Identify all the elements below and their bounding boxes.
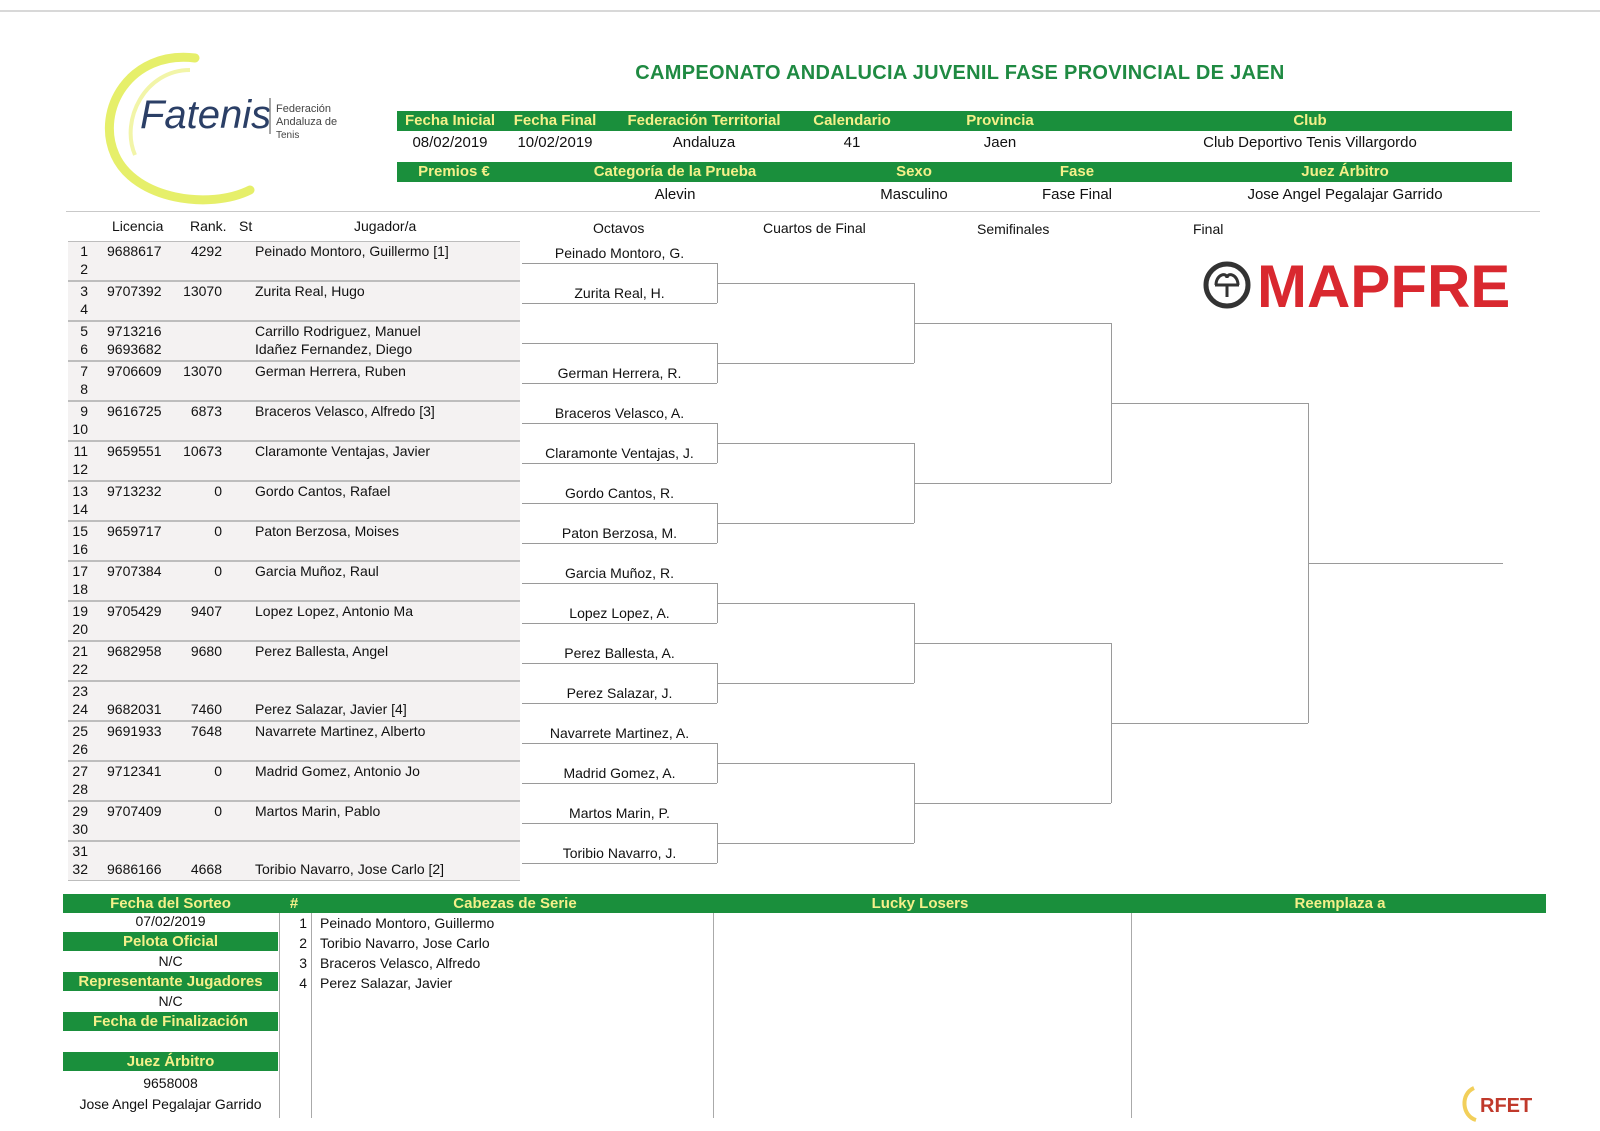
seed-number: 4 bbox=[299, 975, 307, 991]
col-st: St bbox=[239, 218, 253, 234]
value-federacion: Andaluza bbox=[672, 134, 736, 151]
octavos-winner: Navarrete Martinez, A. bbox=[549, 725, 690, 741]
r4-line bbox=[1111, 403, 1308, 404]
draw-number: 11 bbox=[73, 443, 88, 459]
r2-line bbox=[717, 363, 914, 364]
r3-line bbox=[914, 483, 1111, 484]
draw-number: 32 bbox=[72, 861, 88, 877]
draw-licencia: 9707384 bbox=[107, 563, 162, 579]
draw-player-name: Zurita Real, Hugo bbox=[255, 283, 365, 299]
draw-rank: 9680 bbox=[190, 643, 222, 659]
octavos-winner: Gordo Cantos, R. bbox=[565, 485, 674, 501]
label-premios: Premios € bbox=[418, 163, 490, 180]
header-divider bbox=[66, 211, 1540, 212]
rfet-wordmark: RFET bbox=[1480, 1095, 1533, 1117]
r1-line bbox=[522, 303, 717, 304]
fatenis-logo bbox=[100, 50, 360, 205]
r1-line bbox=[522, 703, 717, 704]
draw-number: 12 bbox=[72, 461, 88, 477]
r2-line bbox=[717, 763, 914, 764]
seed-number: 2 bbox=[299, 935, 307, 951]
value-pelota: N/C bbox=[158, 953, 183, 969]
draw-rank: 0 bbox=[214, 483, 222, 499]
draw-licencia: 9691933 bbox=[107, 723, 162, 739]
draw-number: 17 bbox=[72, 563, 88, 579]
draw-number: 19 bbox=[72, 603, 88, 619]
r1-line bbox=[522, 863, 717, 864]
draw-rank: 6873 bbox=[190, 403, 222, 419]
seed-name: Perez Salazar, Javier bbox=[320, 975, 453, 991]
draw-player-name: Peinado Montoro, Guillermo [1] bbox=[255, 243, 449, 259]
draw-number: 13 bbox=[72, 483, 88, 499]
divider-2 bbox=[311, 913, 312, 1118]
label-lucky: Lucky Losers bbox=[820, 894, 1020, 913]
r3-line bbox=[914, 643, 1111, 644]
draw-player-name: Madrid Gomez, Antonio Jo bbox=[255, 763, 420, 779]
draw-player-name: Perez Salazar, Javier [4] bbox=[255, 701, 407, 717]
champion-line bbox=[1308, 563, 1503, 564]
draw-licencia: 9713216 bbox=[107, 323, 162, 339]
draw-player-name: Paton Berzosa, Moises bbox=[255, 523, 399, 539]
draw-number: 27 bbox=[72, 763, 88, 779]
draw-rank: 10673 bbox=[183, 443, 222, 459]
r2-line bbox=[717, 603, 914, 604]
draw-number: 8 bbox=[80, 381, 88, 397]
octavos-winner: Madrid Gomez, A. bbox=[563, 765, 676, 781]
mapfre-logo bbox=[1202, 252, 1572, 318]
r1-line bbox=[522, 823, 717, 824]
draw-rank: 4668 bbox=[190, 861, 222, 877]
octavos-winner: Toribio Navarro, J. bbox=[562, 845, 677, 861]
draw-number: 14 bbox=[72, 501, 88, 517]
value-juez-name: Jose Angel Pegalajar Garrido bbox=[79, 1096, 262, 1112]
label-pelota: Pelota Oficial bbox=[63, 932, 278, 951]
seed-name: Peinado Montoro, Guillermo bbox=[320, 915, 495, 931]
octavos-winner: Claramonte Ventajas, J. bbox=[545, 445, 694, 461]
label-fecha-inicial: Fecha Inicial bbox=[404, 112, 496, 129]
r1-line bbox=[522, 463, 717, 464]
draw-number: 15 bbox=[72, 523, 88, 539]
logo-sub-1: Federación bbox=[276, 103, 332, 115]
r1-line bbox=[522, 583, 717, 584]
draw-number: 3 bbox=[80, 283, 88, 299]
page-title: CAMPEONATO ANDALUCIA JUVENIL FASE PROVINCIAL DE JAEN bbox=[635, 62, 1285, 84]
draw-licencia: 9705429 bbox=[107, 603, 162, 619]
draw-number: 24 bbox=[72, 701, 88, 717]
draw-licencia: 9707392 bbox=[107, 283, 162, 299]
r1-line bbox=[522, 503, 717, 504]
label-hash: # bbox=[283, 894, 305, 913]
draw-player-name: Navarrete Martinez, Alberto bbox=[255, 723, 426, 739]
draw-player-name: Toribio Navarro, Jose Carlo [2] bbox=[255, 861, 445, 877]
label-calendario: Calendario bbox=[813, 112, 891, 129]
label-representante: Representante Jugadores bbox=[63, 972, 278, 991]
col-cuartos: Cuartos de Final bbox=[763, 220, 866, 236]
col-rank: Rank. bbox=[190, 218, 227, 234]
octavos-winner: Lopez Lopez, A. bbox=[569, 605, 670, 621]
r1-line bbox=[522, 343, 717, 344]
draw-rank: 0 bbox=[214, 803, 222, 819]
col-licencia: Licencia bbox=[112, 218, 164, 234]
draw-player-name: Lopez Lopez, Antonio Ma bbox=[255, 603, 414, 619]
draw-licencia: 9616725 bbox=[107, 403, 162, 419]
top-border bbox=[0, 10, 1600, 12]
seed-number: 3 bbox=[299, 955, 307, 971]
r1-line bbox=[522, 543, 717, 544]
draw-player-name: Claramonte Ventajas, Javier bbox=[255, 443, 431, 459]
r2-line bbox=[717, 283, 914, 284]
col-final: Final bbox=[1193, 221, 1224, 237]
divider-3 bbox=[713, 913, 714, 1118]
draw-player-name: Martos Marin, Pablo bbox=[255, 803, 381, 819]
draw-player-name: Braceros Velasco, Alfredo [3] bbox=[255, 403, 435, 419]
logo-sub-3: Tenis bbox=[276, 130, 300, 141]
draw-number: 2 bbox=[80, 261, 88, 277]
divider-1 bbox=[279, 913, 280, 1118]
draw-licencia: 9693682 bbox=[107, 341, 162, 357]
label-federacion: Federación Territorial bbox=[627, 112, 781, 129]
value-club: Club Deportivo Tenis Villargordo bbox=[1203, 134, 1417, 151]
draw-licencia: 9707409 bbox=[107, 803, 162, 819]
r1-line bbox=[522, 263, 717, 264]
r2-line bbox=[717, 523, 914, 524]
label-cabezas: Cabezas de Serie bbox=[400, 894, 630, 913]
draw-number: 25 bbox=[72, 723, 88, 739]
label-categoria: Categoría de la Prueba bbox=[593, 163, 757, 180]
draw-number: 21 bbox=[72, 643, 88, 659]
octavos-winner: Martos Marin, P. bbox=[569, 805, 670, 821]
draw-player-name: Idañez Fernandez, Diego bbox=[255, 341, 413, 357]
draw-number: 22 bbox=[72, 661, 88, 677]
label-fecha-sorteo: Fecha del Sorteo bbox=[63, 894, 278, 913]
label-club: Club bbox=[1293, 112, 1327, 129]
r1-line bbox=[522, 423, 717, 424]
draw-licencia: 9706609 bbox=[107, 363, 162, 379]
value-representante: N/C bbox=[158, 993, 183, 1009]
draw-rank: 0 bbox=[214, 763, 222, 779]
col-semis: Semifinales bbox=[977, 221, 1050, 237]
logo-sub-2: Andaluza de bbox=[276, 116, 338, 128]
value-fecha-inicial: 08/02/2019 bbox=[412, 134, 488, 151]
label-reemplaza: Reemplaza a bbox=[1240, 894, 1440, 913]
value-fecha-final: 10/02/2019 bbox=[517, 134, 593, 151]
draw-number: 30 bbox=[72, 821, 88, 837]
draw-rank: 13070 bbox=[183, 283, 222, 299]
label-juez-bottom: Juez Árbitro bbox=[63, 1052, 278, 1071]
logo-wordmark: Fatenis bbox=[140, 93, 272, 137]
octavos-winner: Garcia Muñoz, R. bbox=[565, 565, 674, 581]
draw-number: 7 bbox=[80, 363, 88, 379]
draw-number: 5 bbox=[80, 323, 88, 339]
r1-line bbox=[522, 743, 717, 744]
draw-number: 23 bbox=[72, 683, 88, 699]
draw-number: 28 bbox=[72, 781, 88, 797]
octavos-winner: Perez Salazar, J. bbox=[566, 685, 673, 701]
draw-rank: 13070 bbox=[183, 363, 222, 379]
draw-rank: 0 bbox=[214, 563, 222, 579]
draw-licencia: 9713232 bbox=[107, 483, 162, 499]
label-sexo: Sexo bbox=[896, 163, 932, 180]
seed-name: Braceros Velasco, Alfredo bbox=[320, 955, 481, 971]
octavos-winner: Paton Berzosa, M. bbox=[561, 525, 678, 541]
draw-number: 9 bbox=[80, 403, 88, 419]
col-jugador: Jugador/a bbox=[354, 218, 417, 234]
draw-licencia: 9659717 bbox=[107, 523, 162, 539]
label-fecha-final: Fecha Final bbox=[513, 112, 597, 129]
r4-line bbox=[1111, 723, 1308, 724]
octavos-winner: Braceros Velasco, A. bbox=[554, 405, 685, 421]
label-juez: Juez Árbitro bbox=[1301, 163, 1389, 180]
value-fecha-sorteo: 07/02/2019 bbox=[135, 913, 206, 929]
r3-line bbox=[914, 803, 1111, 804]
draw-number: 10 bbox=[72, 421, 88, 437]
seed-name: Toribio Navarro, Jose Carlo bbox=[320, 935, 490, 951]
draw-rank: 0 bbox=[214, 523, 222, 539]
r1-line bbox=[522, 663, 717, 664]
value-calendario: 41 bbox=[843, 134, 861, 151]
draw-licencia: 9688617 bbox=[107, 243, 162, 259]
octavos-winner: Peinado Montoro, G. bbox=[554, 245, 685, 261]
value-provincia: Jaen bbox=[983, 134, 1017, 151]
label-finalizacion: Fecha de Finalización bbox=[63, 1012, 278, 1031]
draw-rank: 4292 bbox=[190, 243, 222, 259]
label-fase: Fase bbox=[1059, 163, 1095, 180]
octavos-winner: Zurita Real, H. bbox=[574, 285, 665, 301]
draw-licencia: 9686166 bbox=[107, 861, 162, 877]
col-octavos: Octavos bbox=[593, 220, 645, 236]
draw-licencia: 9682958 bbox=[107, 643, 162, 659]
divider-4 bbox=[1131, 913, 1132, 1118]
draw-number: 31 bbox=[72, 843, 88, 859]
draw-licencia: 9682031 bbox=[107, 701, 162, 717]
draw-number: 26 bbox=[72, 741, 88, 757]
r2-line bbox=[717, 843, 914, 844]
octavos-winner: German Herrera, R. bbox=[557, 365, 682, 381]
label-provincia: Provincia bbox=[966, 112, 1034, 129]
r2-line bbox=[717, 683, 914, 684]
r3-line bbox=[914, 323, 1111, 324]
r1-line bbox=[522, 623, 717, 624]
value-juez-lic: 9658008 bbox=[143, 1075, 198, 1091]
octavos-winner: Perez Ballesta, A. bbox=[564, 645, 675, 661]
draw-licencia: 9659551 bbox=[107, 443, 162, 459]
draw-number: 18 bbox=[72, 581, 88, 597]
value-fase: Fase Final bbox=[1041, 186, 1113, 203]
draw-number: 16 bbox=[72, 541, 88, 557]
draw-number: 20 bbox=[72, 621, 88, 637]
draw-rank: 9407 bbox=[190, 603, 222, 619]
draw-number: 4 bbox=[80, 301, 88, 317]
seed-number: 1 bbox=[299, 915, 307, 931]
draw-player-name: German Herrera, Ruben bbox=[255, 363, 406, 379]
value-juez: Jose Angel Pegalajar Garrido bbox=[1247, 186, 1443, 203]
draw-player-name: Carrillo Rodriguez, Manuel bbox=[255, 323, 421, 339]
draw-rank: 7460 bbox=[190, 701, 222, 717]
r1-line bbox=[522, 383, 717, 384]
mapfre-wordmark: MAPFRE bbox=[1257, 253, 1511, 318]
draw-player-name: Gordo Cantos, Rafael bbox=[255, 483, 391, 499]
draw-licencia: 9712341 bbox=[107, 763, 162, 779]
draw-number: 6 bbox=[80, 341, 88, 357]
draw-player-name: Perez Ballesta, Angel bbox=[255, 643, 389, 659]
draw-number: 1 bbox=[80, 243, 88, 259]
value-sexo: Masculino bbox=[880, 186, 948, 203]
draw-number: 29 bbox=[72, 803, 88, 819]
draw-rank: 7648 bbox=[190, 723, 222, 739]
r2-line bbox=[717, 443, 914, 444]
rfet-logo bbox=[1462, 1084, 1542, 1122]
draw-player-name: Garcia Muñoz, Raul bbox=[255, 563, 379, 579]
value-categoria: Alevin bbox=[654, 186, 696, 203]
r1-line bbox=[522, 783, 717, 784]
